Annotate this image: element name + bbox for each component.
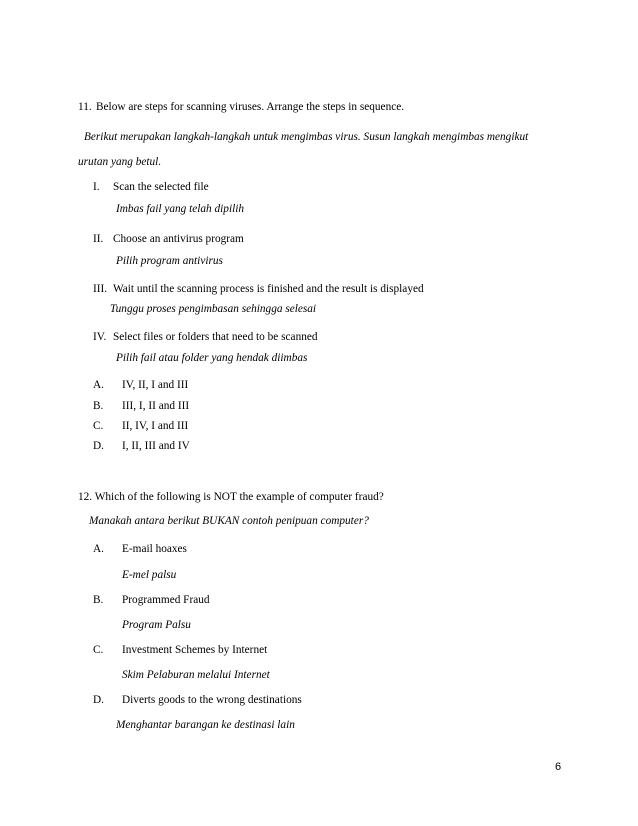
q11-number: 11. [78,101,92,113]
q12-option-text: Diverts goods to the wrong destinations [122,694,302,706]
q12-option-text: E-mail hoaxes [122,543,187,555]
q11-option-letter: B. [93,400,104,412]
q11-option-letter: D. [93,440,104,452]
q11-translation-line1: Berikut merupakan langkah-langkah untuk mengimbas virus. Susun langkah mengimbas mengikut [84,131,529,143]
q11-option-text: IV, II, I and III [122,379,189,391]
q12-option-letter: D. [93,694,104,706]
q11-option-text: I, II, III and IV [122,440,190,452]
q12-option-text: Investment Schemes by Internet [122,644,268,656]
q11-step-text: Scan the selected file [113,181,209,193]
q12-option-letter: B. [93,594,104,606]
q11-step-text: Wait until the scanning process is finished and the result is displayed [113,283,424,295]
q12-question: 12. Which of the following is NOT the example of computer fraud? [78,491,384,503]
q11-option-letter: C. [93,420,104,432]
q12-option-letter: C. [93,644,104,656]
q11-question: Below are steps for scanning viruses. Arrange the steps in sequence. [96,101,405,113]
q12-option-translation: Menghantar barangan ke destinasi lain [116,719,295,731]
q11-step-numeral: I. [93,181,100,193]
q12-option-translation: Skim Pelaburan melalui Internet [122,669,270,681]
q11-option-text: III, I, II and III [122,400,190,412]
q12-option-text: Programmed Fraud [122,594,210,606]
q11-step-numeral: III. [93,283,108,295]
q11-option-letter: A. [93,379,104,391]
q12-option-translation: Program Palsu [122,619,191,631]
q11-step-text: Choose an antivirus program [113,233,244,245]
q11-step-translation: Tunggu proses pengimbasan sehingga selesai [110,303,317,315]
q12-translation: Manakah antara berikut BUKAN contoh penipuan computer? [89,515,369,527]
q12-option-letter: A. [93,543,104,555]
q11-step-translation: Pilih fail atau folder yang hendak diimbas [116,352,308,364]
page-number: 6 [555,761,562,773]
q11-option-text: II, IV, I and III [122,420,189,432]
q11-step-text: Select files or folders that need to be scanned [113,331,318,343]
q11-step-translation: Imbas fail yang telah dipilih [116,203,245,215]
q11-step-numeral: IV. [93,331,107,343]
q11-step-numeral: II. [93,233,104,245]
q11-translation-line2: urutan yang betul. [78,156,162,168]
q12-option-translation: E-mel palsu [122,569,177,581]
q11-step-translation: Pilih program antivirus [116,255,223,267]
